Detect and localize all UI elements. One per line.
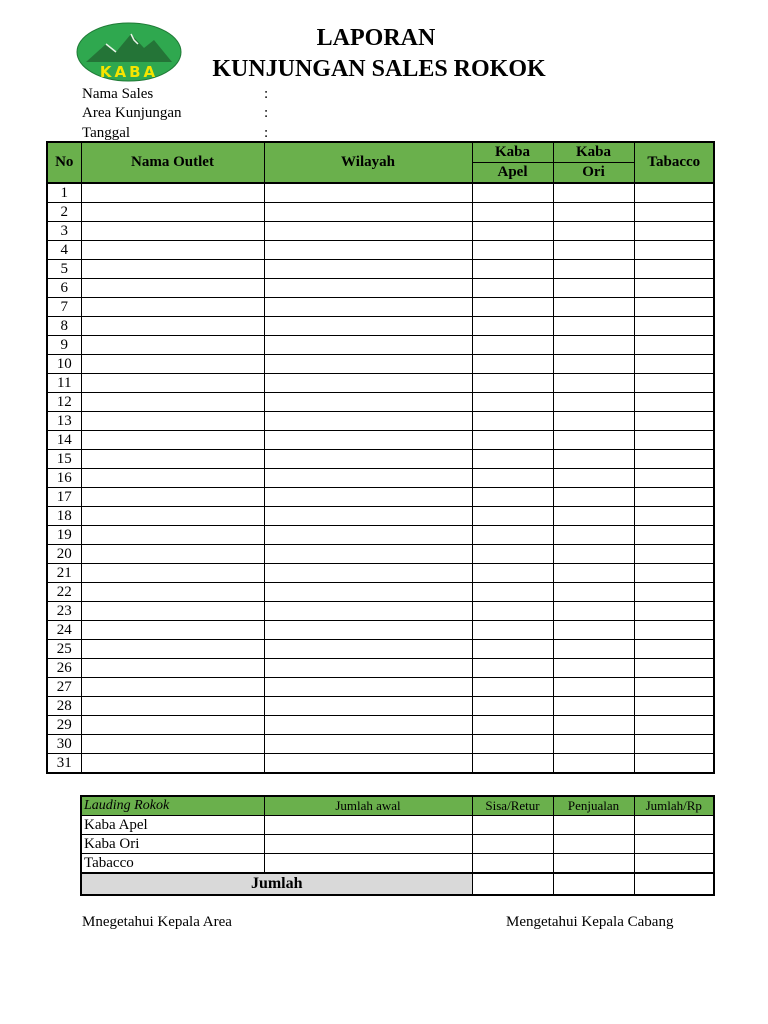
col-tabacco: Tabacco	[634, 142, 714, 183]
table-cell[interactable]	[81, 279, 264, 298]
table-cell[interactable]	[472, 602, 553, 621]
col-lauding-rokok: Lauding Rokok	[81, 796, 264, 816]
table-cell[interactable]	[553, 203, 634, 222]
summary-cell[interactable]	[264, 835, 472, 854]
table-row	[47, 488, 714, 507]
table-row	[47, 602, 714, 621]
table-cell[interactable]	[634, 355, 714, 374]
table-cell[interactable]	[472, 697, 553, 716]
table-cell[interactable]	[553, 431, 634, 450]
table-cell[interactable]	[81, 336, 264, 355]
summary-row	[81, 816, 714, 835]
table-cell[interactable]	[472, 564, 553, 583]
summary-row	[81, 835, 714, 854]
table-cell[interactable]	[264, 507, 472, 526]
table-cell[interactable]	[553, 678, 634, 697]
table-cell[interactable]	[81, 564, 264, 583]
table-cell[interactable]	[81, 412, 264, 431]
table-cell[interactable]	[264, 716, 472, 735]
table-cell[interactable]	[634, 735, 714, 754]
kaba-logo	[76, 22, 182, 82]
area-colon: :	[264, 105, 269, 121]
summary-cell[interactable]	[634, 854, 714, 874]
table-cell[interactable]	[553, 640, 634, 659]
table-cell[interactable]	[553, 735, 634, 754]
table-cell[interactable]	[81, 203, 264, 222]
table-cell[interactable]	[264, 450, 472, 469]
table-cell[interactable]	[81, 526, 264, 545]
table-cell[interactable]	[472, 317, 553, 336]
table-cell[interactable]	[81, 393, 264, 412]
table-cell[interactable]	[264, 697, 472, 716]
table-cell[interactable]	[553, 374, 634, 393]
table-row	[47, 716, 714, 735]
summary-cell[interactable]	[472, 854, 553, 874]
table-cell[interactable]	[634, 431, 714, 450]
row-number: 15	[47, 450, 81, 469]
table-cell[interactable]	[553, 545, 634, 564]
table-cell[interactable]	[553, 260, 634, 279]
table-cell[interactable]	[264, 735, 472, 754]
row-number: 4	[47, 241, 81, 260]
table-row	[47, 621, 714, 640]
table-cell[interactable]	[634, 317, 714, 336]
area-label: Area Kunjungan	[82, 105, 182, 121]
col-wilayah: Wilayah	[264, 142, 472, 183]
table-cell[interactable]	[634, 336, 714, 355]
title-line-1: LAPORAN	[316, 25, 436, 51]
table-cell[interactable]	[472, 678, 553, 697]
table-row	[47, 697, 714, 716]
table-cell[interactable]	[81, 621, 264, 640]
table-cell[interactable]	[472, 507, 553, 526]
signature-right: Mengetahui Kepala Cabang	[506, 914, 674, 930]
table-cell[interactable]	[472, 735, 553, 754]
table-row	[47, 583, 714, 602]
table-cell[interactable]	[264, 317, 472, 336]
table-row	[47, 507, 714, 526]
table-cell[interactable]	[472, 393, 553, 412]
table-cell[interactable]	[264, 374, 472, 393]
table-cell[interactable]	[634, 564, 714, 583]
summary-row	[81, 854, 714, 874]
col-kaba-apel-bottom: Apel	[472, 163, 553, 184]
table-cell[interactable]	[81, 222, 264, 241]
table-row	[47, 203, 714, 222]
col-kaba-ori-bottom: Ori	[553, 163, 634, 184]
row-number: 19	[47, 526, 81, 545]
table-cell[interactable]	[264, 659, 472, 678]
table-cell[interactable]	[264, 469, 472, 488]
table-cell[interactable]	[264, 222, 472, 241]
table-cell[interactable]	[634, 697, 714, 716]
col-kaba-apel-top: Kaba	[472, 142, 553, 163]
tanggal-label: Tanggal	[82, 125, 131, 141]
table-cell[interactable]	[553, 564, 634, 583]
row-number: 5	[47, 260, 81, 279]
table-cell[interactable]	[264, 754, 472, 774]
row-number: 2	[47, 203, 81, 222]
row-number: 26	[47, 659, 81, 678]
table-cell[interactable]	[553, 355, 634, 374]
table-cell[interactable]	[81, 735, 264, 754]
row-number: 3	[47, 222, 81, 241]
row-number: 18	[47, 507, 81, 526]
table-cell[interactable]	[264, 241, 472, 260]
table-cell[interactable]	[472, 621, 553, 640]
row-number: 14	[47, 431, 81, 450]
table-row	[47, 336, 714, 355]
table-cell[interactable]	[472, 355, 553, 374]
col-nama-outlet: Nama Outlet	[81, 142, 264, 183]
table-cell[interactable]	[553, 507, 634, 526]
summary-cell[interactable]	[634, 835, 714, 854]
table-cell[interactable]	[264, 298, 472, 317]
table-cell[interactable]	[81, 374, 264, 393]
table-cell[interactable]	[634, 716, 714, 735]
nama-sales-label: Nama Sales	[82, 86, 154, 102]
row-number: 22	[47, 583, 81, 602]
row-number: 25	[47, 640, 81, 659]
table-cell[interactable]	[553, 754, 634, 774]
table-cell[interactable]	[553, 336, 634, 355]
table-cell[interactable]	[81, 355, 264, 374]
table-cell[interactable]	[472, 183, 553, 203]
table-cell[interactable]	[634, 260, 714, 279]
table-cell[interactable]	[81, 488, 264, 507]
table-cell[interactable]	[264, 545, 472, 564]
row-number: 8	[47, 317, 81, 336]
table-cell[interactable]	[634, 393, 714, 412]
table-cell[interactable]	[634, 659, 714, 678]
table-row	[47, 659, 714, 678]
table-row	[47, 450, 714, 469]
table-cell[interactable]	[634, 374, 714, 393]
row-number: 16	[47, 469, 81, 488]
table-cell[interactable]	[81, 241, 264, 260]
table-row	[47, 564, 714, 583]
table-cell[interactable]	[264, 431, 472, 450]
row-number: 23	[47, 602, 81, 621]
table-cell[interactable]	[472, 336, 553, 355]
table-cell[interactable]	[264, 488, 472, 507]
table-cell[interactable]	[553, 602, 634, 621]
table-cell[interactable]	[264, 260, 472, 279]
table-cell[interactable]	[553, 526, 634, 545]
row-number: 12	[47, 393, 81, 412]
table-cell[interactable]	[634, 298, 714, 317]
table-row	[47, 678, 714, 697]
row-number: 31	[47, 754, 81, 774]
table-cell[interactable]	[553, 450, 634, 469]
table-cell[interactable]	[264, 583, 472, 602]
table-cell[interactable]	[472, 222, 553, 241]
table-cell[interactable]	[472, 412, 553, 431]
table-row	[47, 355, 714, 374]
table-cell[interactable]	[81, 507, 264, 526]
summary-cell[interactable]	[553, 835, 634, 854]
col-jumlah-awal: Jumlah awal	[264, 796, 472, 816]
table-cell[interactable]	[81, 298, 264, 317]
table-cell[interactable]	[472, 431, 553, 450]
table-cell[interactable]	[264, 640, 472, 659]
table-cell[interactable]	[81, 678, 264, 697]
table-cell[interactable]	[553, 298, 634, 317]
logo-text: KABA	[99, 63, 159, 81]
table-row	[47, 298, 714, 317]
col-sisa-retur: Sisa/Retur	[472, 796, 553, 816]
table-cell[interactable]	[634, 412, 714, 431]
table-cell[interactable]	[634, 241, 714, 260]
table-cell[interactable]	[81, 317, 264, 336]
table-cell[interactable]	[553, 621, 634, 640]
table-cell[interactable]	[553, 469, 634, 488]
col-no: No	[47, 142, 81, 183]
table-cell[interactable]	[553, 488, 634, 507]
table-cell[interactable]	[264, 336, 472, 355]
table-cell[interactable]	[81, 431, 264, 450]
table-cell[interactable]	[264, 393, 472, 412]
table-cell[interactable]	[553, 279, 634, 298]
table-row	[47, 393, 714, 412]
table-cell[interactable]	[472, 716, 553, 735]
summary-cell[interactable]	[634, 873, 714, 895]
table-row	[47, 431, 714, 450]
row-number: 30	[47, 735, 81, 754]
table-cell[interactable]	[81, 545, 264, 564]
summary-total-row	[81, 873, 714, 895]
table-cell[interactable]	[81, 697, 264, 716]
table-row	[47, 241, 714, 260]
table-row	[47, 279, 714, 298]
table-cell[interactable]	[264, 602, 472, 621]
table-cell[interactable]	[81, 754, 264, 774]
table-cell[interactable]	[634, 754, 714, 774]
table-cell[interactable]	[634, 507, 714, 526]
table-cell[interactable]	[472, 469, 553, 488]
table-cell[interactable]	[264, 355, 472, 374]
table-cell[interactable]	[264, 526, 472, 545]
row-number: 24	[47, 621, 81, 640]
table-cell[interactable]	[553, 222, 634, 241]
table-row	[47, 754, 714, 774]
summary-cell[interactable]	[472, 873, 553, 895]
row-number: 7	[47, 298, 81, 317]
summary-item-label: Tabacco	[81, 854, 264, 874]
row-number: 10	[47, 355, 81, 374]
table-cell[interactable]	[264, 621, 472, 640]
table-cell[interactable]	[472, 526, 553, 545]
table-cell[interactable]	[472, 203, 553, 222]
summary-total-label: Jumlah	[81, 873, 472, 895]
table-cell[interactable]	[634, 583, 714, 602]
table-cell[interactable]	[634, 678, 714, 697]
summary-cell[interactable]	[553, 873, 634, 895]
title-line-2: KUNJUNGAN SALES ROKOK	[212, 56, 546, 82]
table-cell[interactable]	[634, 621, 714, 640]
col-penjualan: Penjualan	[553, 796, 634, 816]
table-row	[47, 640, 714, 659]
table-row	[47, 317, 714, 336]
table-cell[interactable]	[553, 697, 634, 716]
table-cell[interactable]	[472, 241, 553, 260]
row-number: 29	[47, 716, 81, 735]
row-number: 27	[47, 678, 81, 697]
row-number: 28	[47, 697, 81, 716]
table-cell[interactable]	[472, 260, 553, 279]
table-cell[interactable]	[634, 279, 714, 298]
table-row	[47, 412, 714, 431]
table-row	[47, 545, 714, 564]
summary-cell[interactable]	[472, 835, 553, 854]
summary-cell[interactable]	[264, 816, 472, 835]
row-number: 17	[47, 488, 81, 507]
table-cell[interactable]	[553, 412, 634, 431]
tanggal-colon: :	[264, 125, 269, 141]
table-cell[interactable]	[553, 183, 634, 203]
row-number: 6	[47, 279, 81, 298]
table-cell[interactable]	[634, 450, 714, 469]
table-cell[interactable]	[553, 393, 634, 412]
table-cell[interactable]	[634, 602, 714, 621]
row-number: 11	[47, 374, 81, 393]
table-cell[interactable]	[634, 545, 714, 564]
summary-cell[interactable]	[472, 816, 553, 835]
summary-cell[interactable]	[553, 816, 634, 835]
table-row	[47, 526, 714, 545]
table-cell[interactable]	[553, 317, 634, 336]
table-cell[interactable]	[264, 203, 472, 222]
visit-table	[46, 141, 715, 774]
table-cell[interactable]	[634, 526, 714, 545]
table-cell[interactable]	[553, 241, 634, 260]
table-cell[interactable]	[81, 183, 264, 203]
summary-cell[interactable]	[264, 854, 472, 874]
table-cell[interactable]	[264, 183, 472, 203]
col-kaba-ori-top: Kaba	[553, 142, 634, 163]
table-row	[47, 260, 714, 279]
table-cell[interactable]	[553, 659, 634, 678]
row-number: 1	[47, 183, 81, 203]
table-cell[interactable]	[81, 659, 264, 678]
summary-table	[80, 795, 715, 896]
table-cell[interactable]	[81, 450, 264, 469]
table-row	[47, 469, 714, 488]
row-number: 9	[47, 336, 81, 355]
col-jumlah-rp: Jumlah/Rp	[634, 796, 714, 816]
summary-cell[interactable]	[553, 854, 634, 874]
table-cell[interactable]	[472, 279, 553, 298]
table-cell[interactable]	[472, 298, 553, 317]
table-cell[interactable]	[264, 564, 472, 583]
table-row	[47, 374, 714, 393]
table-cell[interactable]	[81, 260, 264, 279]
table-cell[interactable]	[553, 716, 634, 735]
table-cell[interactable]	[634, 203, 714, 222]
table-cell[interactable]	[634, 469, 714, 488]
table-cell[interactable]	[264, 412, 472, 431]
table-cell[interactable]	[472, 488, 553, 507]
row-number: 20	[47, 545, 81, 564]
table-cell[interactable]	[81, 583, 264, 602]
table-row	[47, 735, 714, 754]
table-cell[interactable]	[553, 583, 634, 602]
table-cell[interactable]	[472, 374, 553, 393]
signature-left: Mnegetahui Kepala Area	[82, 914, 232, 930]
table-cell[interactable]	[634, 222, 714, 241]
table-cell[interactable]	[472, 450, 553, 469]
table-cell[interactable]	[634, 183, 714, 203]
row-number: 13	[47, 412, 81, 431]
table-cell[interactable]	[472, 659, 553, 678]
summary-cell[interactable]	[634, 816, 714, 835]
table-cell[interactable]	[472, 754, 553, 774]
table-cell[interactable]	[81, 469, 264, 488]
row-number: 21	[47, 564, 81, 583]
table-cell[interactable]	[472, 640, 553, 659]
nama-sales-colon: :	[264, 86, 269, 102]
table-row	[47, 183, 714, 203]
table-cell[interactable]	[81, 602, 264, 621]
table-row	[47, 222, 714, 241]
summary-item-label: Kaba Ori	[81, 835, 264, 854]
table-cell[interactable]	[264, 678, 472, 697]
summary-item-label: Kaba Apel	[81, 816, 264, 835]
table-cell[interactable]	[81, 640, 264, 659]
table-cell[interactable]	[472, 545, 553, 564]
table-cell[interactable]	[472, 583, 553, 602]
table-cell[interactable]	[81, 716, 264, 735]
table-cell[interactable]	[264, 279, 472, 298]
table-cell[interactable]	[634, 488, 714, 507]
table-cell[interactable]	[634, 640, 714, 659]
